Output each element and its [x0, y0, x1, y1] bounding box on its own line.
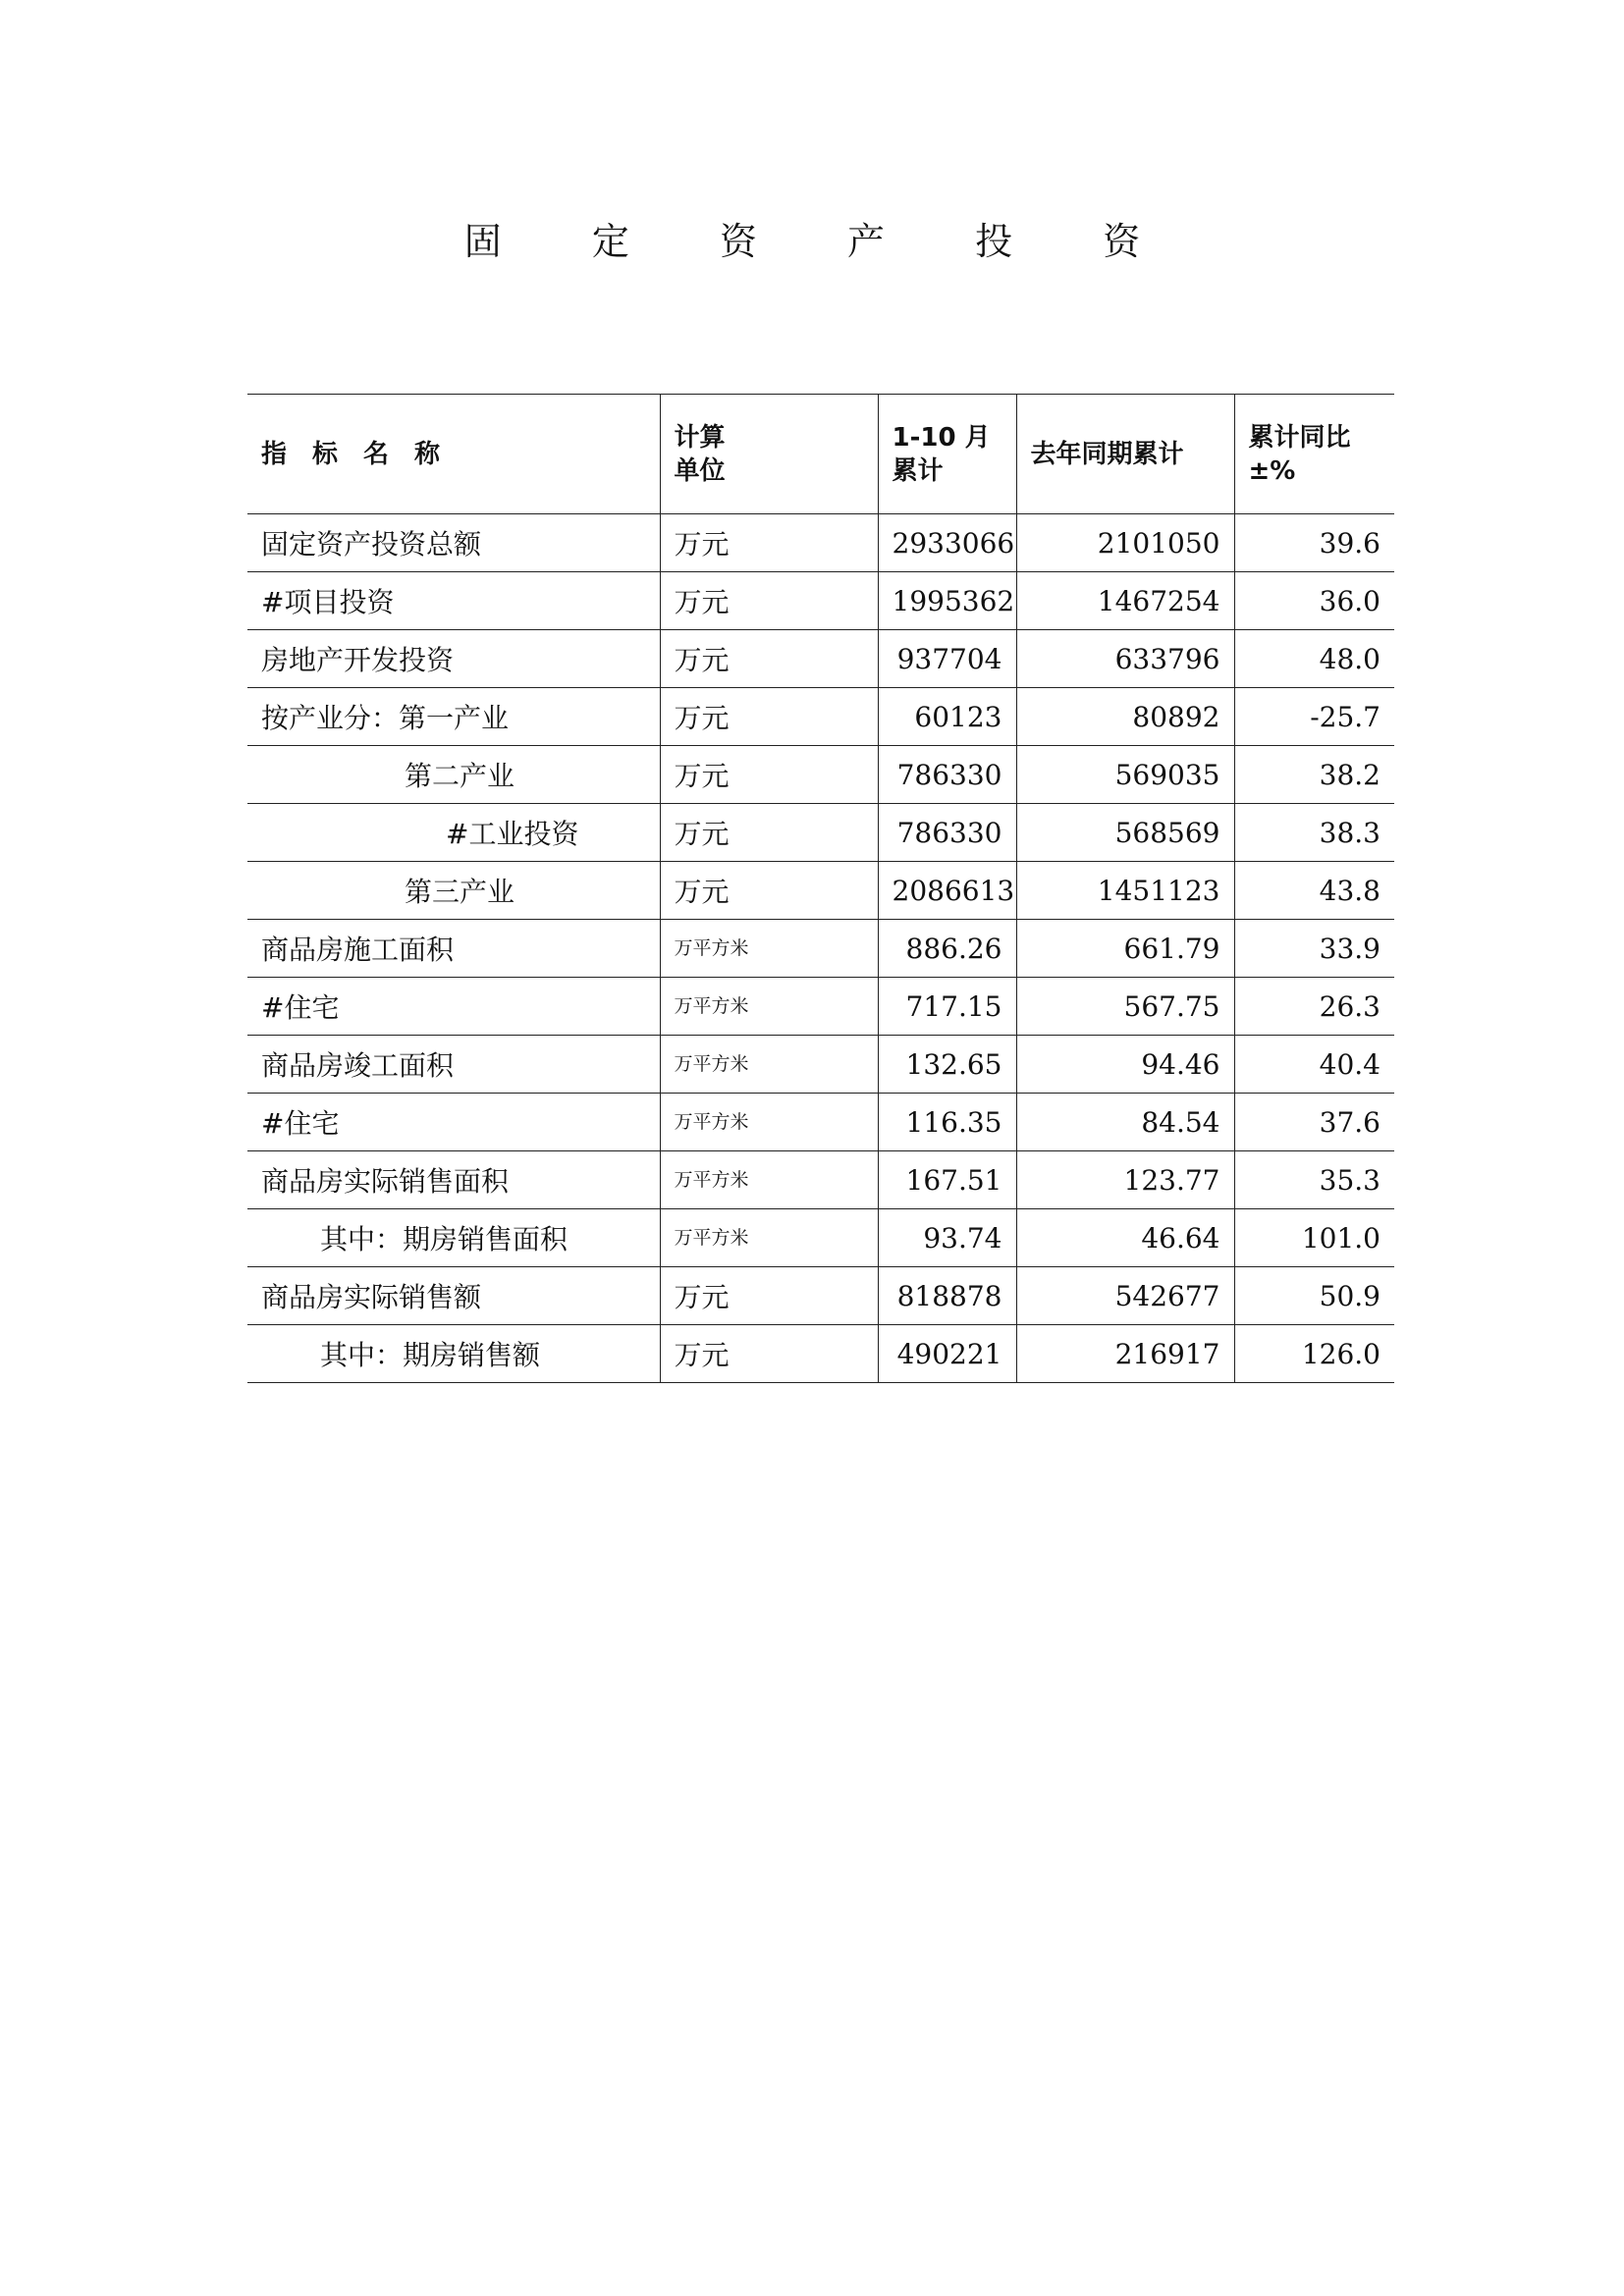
row-name: 固定资产投资总额: [247, 514, 660, 572]
row-yoy: 26.3: [1234, 978, 1394, 1036]
row-unit: 万元: [660, 746, 878, 804]
row-last-year: 568569: [1016, 804, 1234, 862]
row-last-year: 1451123: [1016, 862, 1234, 920]
table-row: [247, 1267, 1394, 1325]
row-yoy: 37.6: [1234, 1094, 1394, 1151]
row-name: 其中：期房销售额: [247, 1325, 660, 1383]
row-yoy: 43.8: [1234, 862, 1394, 920]
row-current: 2086613: [878, 862, 1016, 920]
header-current: [878, 395, 1016, 514]
row-name: 第三产业: [247, 862, 660, 920]
row-last-year: 216917: [1016, 1325, 1234, 1383]
table-row: [247, 1325, 1394, 1383]
row-unit: 万元: [660, 1325, 878, 1383]
table-row: [247, 1094, 1394, 1151]
header-yoy-line1: 累计同比: [1248, 422, 1351, 453]
row-current: 786330: [878, 746, 1016, 804]
row-current: 1995362: [878, 572, 1016, 630]
row-last-year: 80892: [1016, 688, 1234, 746]
row-current: 116.35: [878, 1094, 1016, 1151]
header-current-line1: 1-10 月: [892, 422, 991, 453]
table-row: [247, 804, 1394, 862]
row-yoy: 36.0: [1234, 572, 1394, 630]
table-row: [247, 862, 1394, 920]
row-last-year: 46.64: [1016, 1209, 1234, 1267]
row-yoy: 50.9: [1234, 1267, 1394, 1325]
row-unit: 万平方米: [660, 1151, 878, 1209]
row-last-year: 1467254: [1016, 572, 1234, 630]
row-name: 商品房竣工面积: [247, 1036, 660, 1094]
row-yoy: 40.4: [1234, 1036, 1394, 1094]
row-yoy: 126.0: [1234, 1325, 1394, 1383]
header-yoy-line2: ±%: [1248, 455, 1296, 486]
row-name: 房地产开发投资: [247, 630, 660, 688]
row-yoy: 35.3: [1234, 1151, 1394, 1209]
row-name: 按产业分：第一产业: [247, 688, 660, 746]
row-unit: 万平方米: [660, 1209, 878, 1267]
row-last-year: 542677: [1016, 1267, 1234, 1325]
row-current: 786330: [878, 804, 1016, 862]
row-last-year: 569035: [1016, 746, 1234, 804]
row-yoy: 38.3: [1234, 804, 1394, 862]
table-row: [247, 920, 1394, 978]
row-current: 490221: [878, 1325, 1016, 1383]
row-name: #项目投资: [247, 572, 660, 630]
header-unit-line1: 计算: [674, 422, 726, 453]
row-unit: 万平方米: [660, 920, 878, 978]
row-current: 818878: [878, 1267, 1016, 1325]
row-name: 第二产业: [247, 746, 660, 804]
investment-table: [247, 394, 1394, 1383]
row-current: 937704: [878, 630, 1016, 688]
row-unit: 万元: [660, 688, 878, 746]
row-yoy: 33.9: [1234, 920, 1394, 978]
row-unit: 万元: [660, 862, 878, 920]
row-last-year: 567.75: [1016, 978, 1234, 1036]
row-name: 商品房实际销售面积: [247, 1151, 660, 1209]
row-name: 商品房实际销售额: [247, 1267, 660, 1325]
header-unit: [660, 395, 878, 514]
row-unit: 万平方米: [660, 1036, 878, 1094]
row-name: #住宅: [247, 978, 660, 1036]
row-last-year: 94.46: [1016, 1036, 1234, 1094]
row-unit: 万元: [660, 514, 878, 572]
table-row: [247, 746, 1394, 804]
row-yoy: 101.0: [1234, 1209, 1394, 1267]
table-row: [247, 688, 1394, 746]
row-current: 167.51: [878, 1151, 1016, 1209]
row-current: 93.74: [878, 1209, 1016, 1267]
row-unit: 万元: [660, 572, 878, 630]
row-current: 886.26: [878, 920, 1016, 978]
table-row: [247, 1209, 1394, 1267]
table-header-row: [247, 395, 1394, 514]
table-row: [247, 1036, 1394, 1094]
header-last-year: 去年同期累计: [1016, 395, 1234, 514]
header-yoy: [1234, 395, 1394, 514]
row-last-year: 123.77: [1016, 1151, 1234, 1209]
row-unit: 万平方米: [660, 1094, 878, 1151]
row-unit: 万元: [660, 1267, 878, 1325]
row-current: 717.15: [878, 978, 1016, 1036]
header-unit-line2: 单位: [674, 455, 726, 486]
header-current-line2: 累计: [892, 455, 944, 486]
table-row: [247, 978, 1394, 1036]
row-unit: 万元: [660, 804, 878, 862]
row-yoy: 48.0: [1234, 630, 1394, 688]
row-yoy: -25.7: [1234, 688, 1394, 746]
row-last-year: 2101050: [1016, 514, 1234, 572]
row-yoy: 38.2: [1234, 746, 1394, 804]
table-row: [247, 630, 1394, 688]
row-current: 60123: [878, 688, 1016, 746]
table-row: [247, 1151, 1394, 1209]
row-current: 2933066: [878, 514, 1016, 572]
row-name: 商品房施工面积: [247, 920, 660, 978]
row-current: 132.65: [878, 1036, 1016, 1094]
row-unit: 万元: [660, 630, 878, 688]
row-name: #工业投资: [247, 804, 660, 862]
table-row: [247, 572, 1394, 630]
page-title: 固 定 资 产 投 资: [463, 220, 1180, 263]
table-row: [247, 514, 1394, 572]
row-last-year: 661.79: [1016, 920, 1234, 978]
row-last-year: 84.54: [1016, 1094, 1234, 1151]
row-name: 其中：期房销售面积: [247, 1209, 660, 1267]
row-yoy: 39.6: [1234, 514, 1394, 572]
header-indicator-name: 指标名称: [247, 395, 660, 514]
row-unit: 万平方米: [660, 978, 878, 1036]
row-last-year: 633796: [1016, 630, 1234, 688]
row-name: #住宅: [247, 1094, 660, 1151]
